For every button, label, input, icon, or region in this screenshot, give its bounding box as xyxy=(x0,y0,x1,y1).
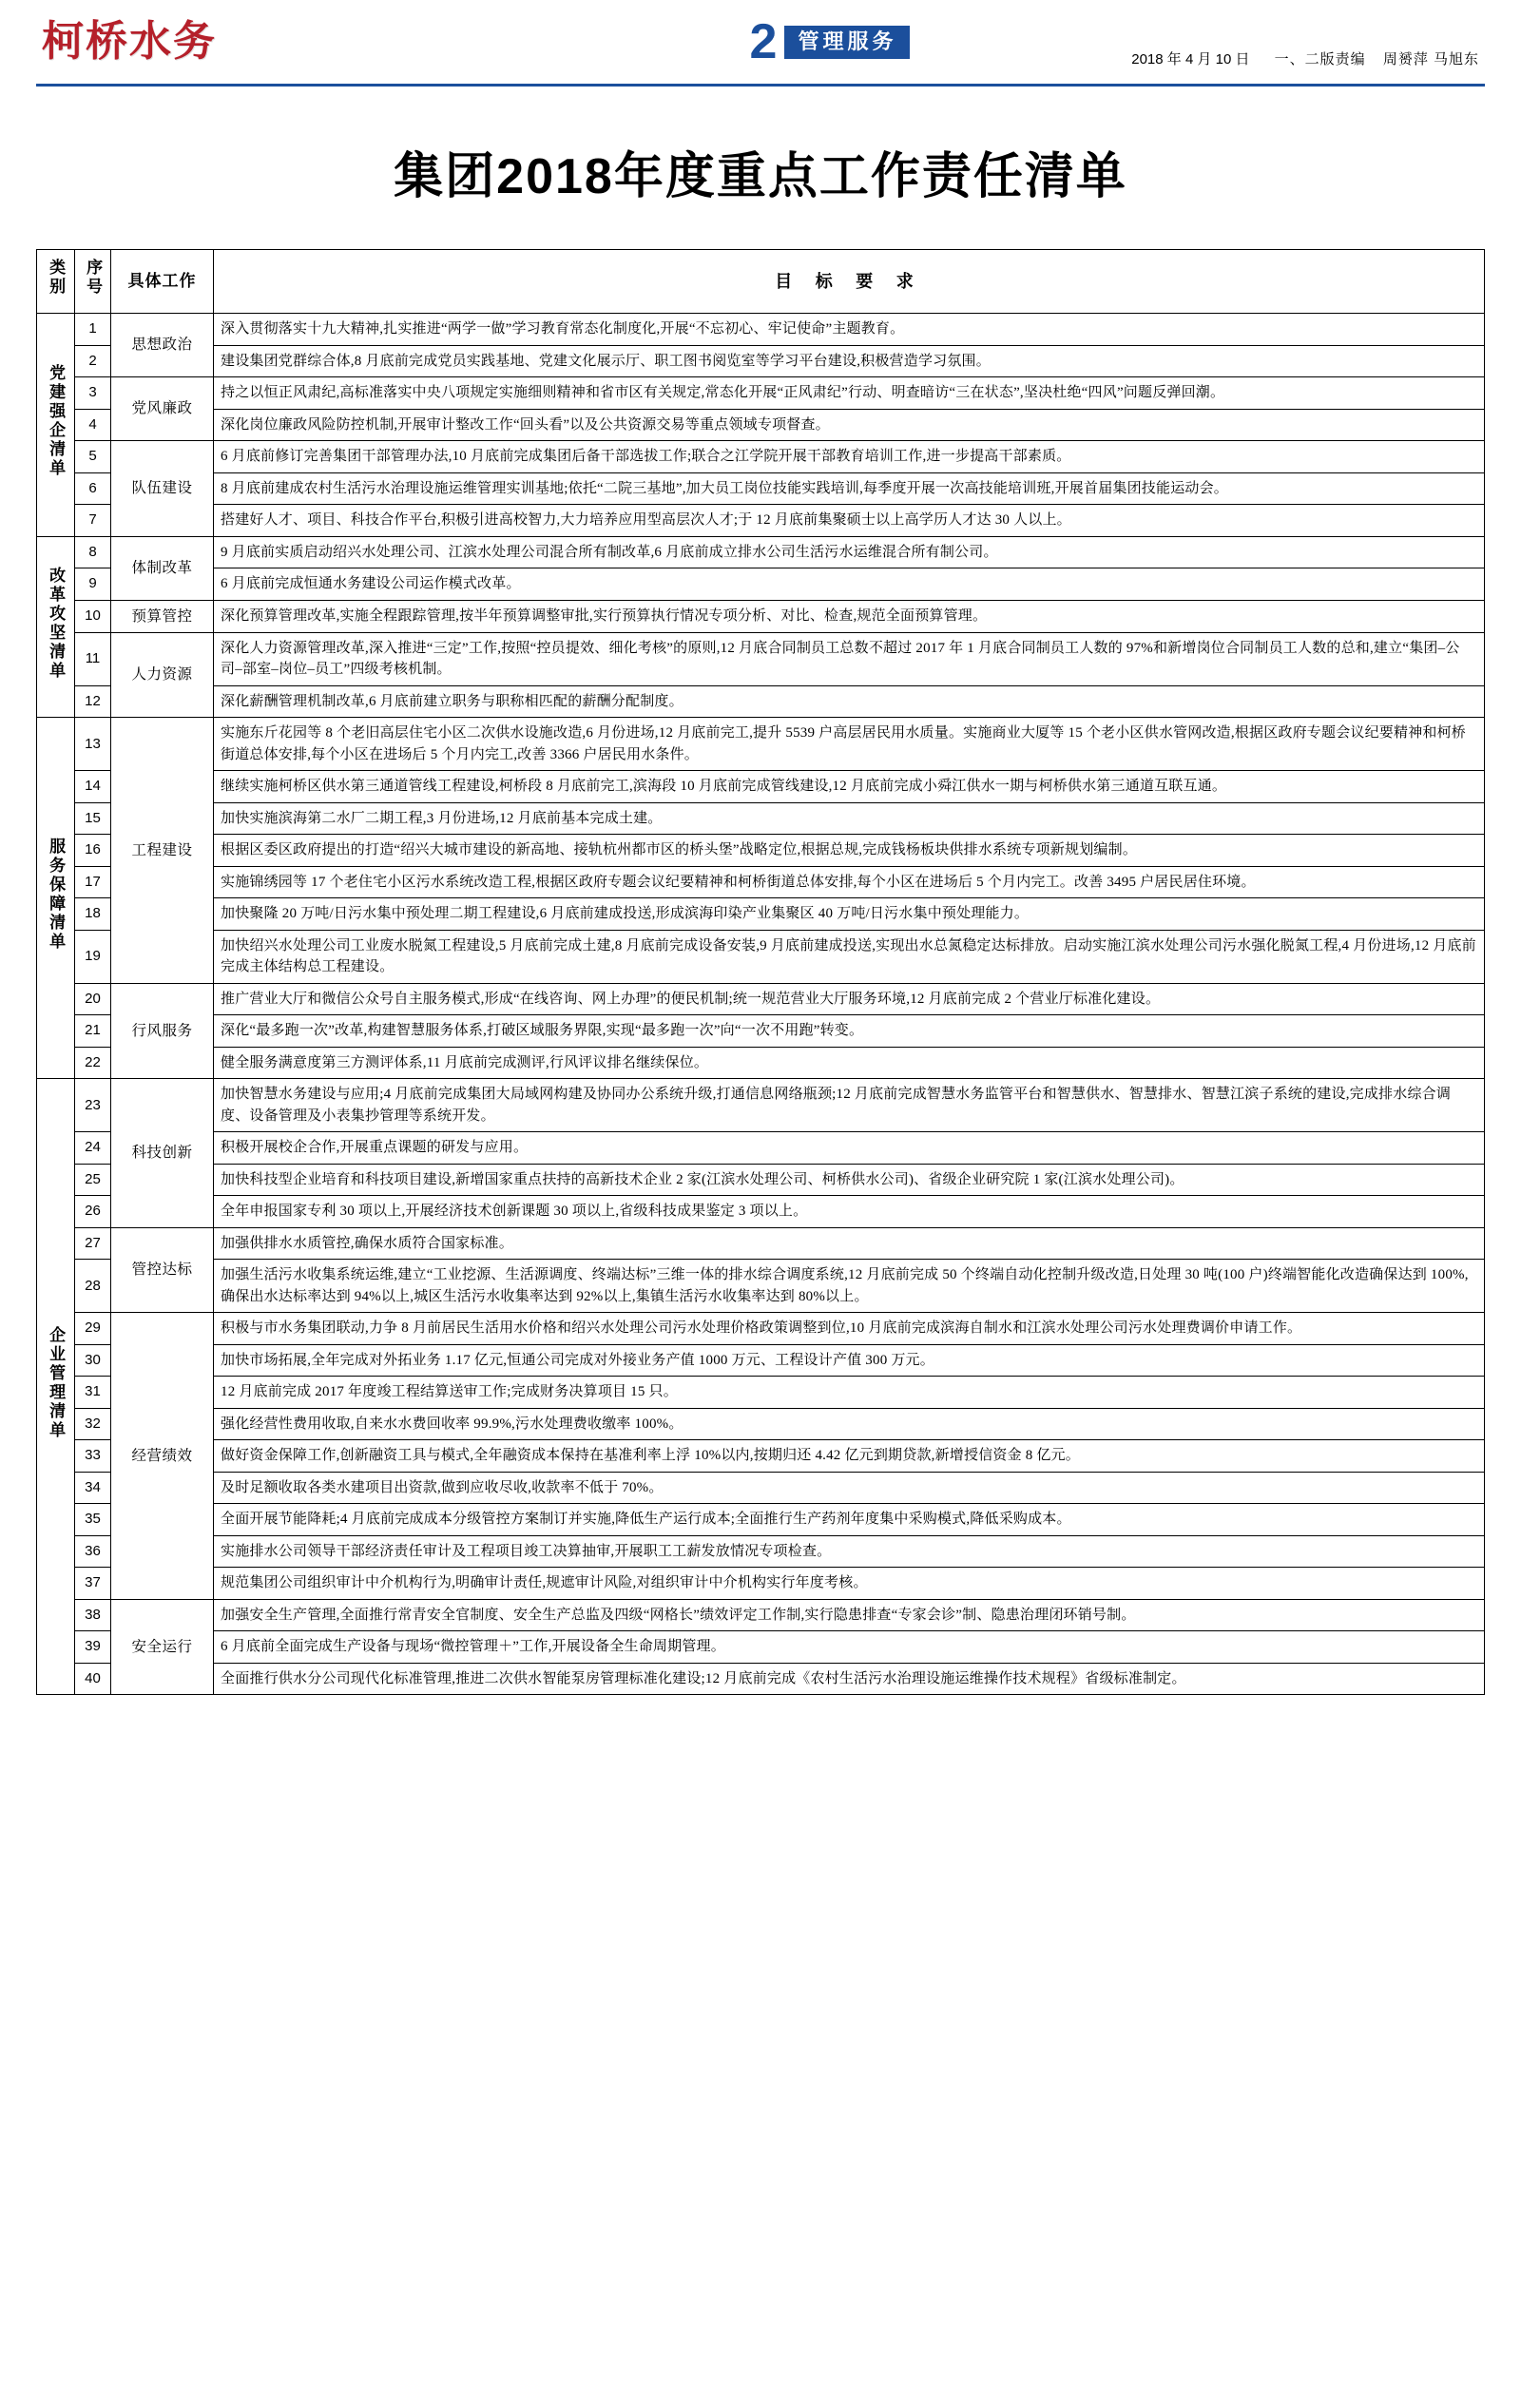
seq-cell: 37 xyxy=(75,1568,111,1600)
table-row xyxy=(37,1227,1485,1260)
goal-cell: 推广营业大厅和微信公众号自主服务模式,形成“在线咨询、网上办理”的便民机制;统一规范营业大厅服务环境,12 月底前完成 2 个营业厅标准化建设。 xyxy=(214,983,1485,1015)
seq-cell: 19 xyxy=(75,930,111,983)
seq-cell: 14 xyxy=(75,771,111,803)
goal-cell: 加强供排水水质管控,确保水质符合国家标准。 xyxy=(214,1227,1485,1260)
table-row xyxy=(37,1196,1485,1228)
page-title: 集团2018年度重点工作责任清单 xyxy=(394,149,1127,204)
goal-cell: 加快聚隆 20 万吨/日污水集中预处理二期工程建设,6 月底前建成投送,形成滨海印染产业集聚区 40 万吨/日污水集中预处理能力。 xyxy=(214,898,1485,931)
table-row xyxy=(37,802,1485,835)
table-row xyxy=(37,771,1485,803)
table-row xyxy=(37,441,1485,473)
work-cell: 工程建设 xyxy=(111,718,214,984)
category-label: 党建强企清单 xyxy=(47,364,66,478)
seq-cell: 5 xyxy=(75,441,111,473)
header-seq xyxy=(75,250,111,314)
goal-cell: 搭建好人才、项目、科技合作平台,积极引进高校智力,大力培养应用型高层次人才;于 12 月底前集聚硕士以上高学历人才达 30 人以上。 xyxy=(214,505,1485,537)
table-row xyxy=(37,1599,1485,1631)
table-row xyxy=(37,409,1485,441)
seq-cell: 35 xyxy=(75,1504,111,1536)
section-badge: 管理服务 xyxy=(784,26,910,59)
table-row xyxy=(37,377,1485,410)
goal-cell: 12 月底前完成 2017 年度竣工程结算送审工作;完成财务决算项目 15 只。 xyxy=(214,1377,1485,1409)
table-row xyxy=(37,1132,1485,1165)
goal-cell: 加快绍兴水处理公司工业废水脱氮工程建设,5 月底前完成土建,8 月底前完成设备安装,9 月底前建成投送,实现出水总氮稳定达标排放。启动实施江滨水处理公司污水强化脱氮工程,4 月份进场,12 月底前完成主体结构总工程建设。 xyxy=(214,930,1485,983)
goal-cell: 加快实施滨海第二水厂二期工程,3 月份进场,12 月底前基本完成土建。 xyxy=(214,802,1485,835)
goal-cell: 实施东斤花园等 8 个老旧高层住宅小区二次供水设施改造,6 月份进场,12 月底前完工,提升 5539 户高层居民用水质量。实施商业大厦等 15 个老小区供水管网改造,根据区政府专题会议纪要精神和柯桥街道总体安排,每个小区在进场后 5 个月内完工,改善 3366 户居民用水条件。 xyxy=(214,718,1485,771)
header-work: 具体工作 xyxy=(111,250,214,314)
seq-cell: 30 xyxy=(75,1344,111,1377)
goal-cell: 建设集团党群综合体,8 月底前完成党员实践基地、党建文化展示厅、职工图书阅览室等学习平台建设,积极营造学习氛围。 xyxy=(214,345,1485,377)
table-row xyxy=(37,1377,1485,1409)
category-cell xyxy=(37,314,75,537)
seq-cell: 29 xyxy=(75,1313,111,1345)
table-row xyxy=(37,472,1485,505)
category-label: 服务保障清单 xyxy=(47,838,66,952)
table-row xyxy=(37,505,1485,537)
seq-cell: 34 xyxy=(75,1472,111,1504)
logo-text: 柯桥水务 xyxy=(42,18,217,65)
goal-cell: 实施排水公司领导干部经济责任审计及工程项目竣工决算抽审,开展职工工薪发放情况专项检查。 xyxy=(214,1535,1485,1568)
seq-cell: 9 xyxy=(75,568,111,601)
table-row xyxy=(37,930,1485,983)
work-cell: 人力资源 xyxy=(111,632,214,718)
work-cell: 思想政治 xyxy=(111,314,214,377)
table-row xyxy=(37,345,1485,377)
table-body xyxy=(37,314,1485,1695)
goal-cell: 实施锦绣园等 17 个老住宅小区污水系统改造工程,根据区政府专题会议纪要精神和柯桥街道总体安排,每个小区在进场后 5 个月内完工。改善 3495 户居民居住环境。 xyxy=(214,866,1485,898)
table-row xyxy=(37,1440,1485,1473)
header-category-label: 类别 xyxy=(47,259,66,298)
category-cell xyxy=(37,718,75,1079)
table-row xyxy=(37,835,1485,867)
category-label: 企业管理清单 xyxy=(47,1326,66,1440)
table-row xyxy=(37,568,1485,601)
goal-cell: 深化人力资源管理改革,深入推进“三定”工作,按照“控员提效、细化考核”的原则,12 月底合同制员工总数不超过 2017 年 1 月底合同制员工人数的 97%和新增岗位合同制员工人数的总和,建立“集团–公司–部室–岗位–员工”四级考核机制。 xyxy=(214,632,1485,685)
seq-cell: 26 xyxy=(75,1196,111,1228)
seq-cell: 25 xyxy=(75,1164,111,1196)
seq-cell: 36 xyxy=(75,1535,111,1568)
table-row xyxy=(37,1260,1485,1313)
goal-cell: 加快市场拓展,全年完成对外拓业务 1.17 亿元,恒通公司完成对外接业务产值 1000 万元、工程设计产值 300 万元。 xyxy=(214,1344,1485,1377)
goal-cell: 6 月底前修订完善集团干部管理办法,10 月底前完成集团后备干部选拔工作;联合之江学院开展干部教育培训工作,进一步提高干部素质。 xyxy=(214,441,1485,473)
editor-names: 周赟萍 马旭东 xyxy=(1382,51,1479,67)
goal-cell: 健全服务满意度第三方测评体系,11 月底前完成测评,行风评议排名继续保位。 xyxy=(214,1047,1485,1079)
work-cell: 党风廉政 xyxy=(111,377,214,441)
work-cell: 经营绩效 xyxy=(111,1313,214,1600)
seq-cell: 20 xyxy=(75,983,111,1015)
work-cell: 行风服务 xyxy=(111,983,214,1079)
seq-cell: 10 xyxy=(75,600,111,632)
table-row xyxy=(37,1047,1485,1079)
table-row xyxy=(37,536,1485,568)
goal-cell: 全面推行供水分公司现代化标准管理,推进二次供水智能泵房管理标准化建设;12 月底前完成《农村生活污水治理设施运维操作技术规程》省级标准制定。 xyxy=(214,1663,1485,1695)
table-row xyxy=(37,1344,1485,1377)
table-row xyxy=(37,718,1485,771)
masthead xyxy=(36,0,1485,87)
goal-cell: 及时足额收取各类水建项目出资款,做到应收尽收,收款率不低于 70%。 xyxy=(214,1472,1485,1504)
table-row xyxy=(37,1164,1485,1196)
goal-cell: 做好资金保障工作,创新融资工具与模式,全年融资成本保持在基准利率上浮 10%以内,按期归还 4.42 亿元到期贷款,新增授信资金 8 亿元。 xyxy=(214,1440,1485,1473)
seq-cell: 31 xyxy=(75,1377,111,1409)
goal-cell: 全面开展节能降耗;4 月底前完成成本分级管控方案制订并实施,降低生产运行成本;全面推行生产药剂年度集中采购模式,降低采购成本。 xyxy=(214,1504,1485,1536)
table-row xyxy=(37,1015,1485,1048)
seq-cell: 4 xyxy=(75,409,111,441)
seq-cell: 27 xyxy=(75,1227,111,1260)
seq-cell: 32 xyxy=(75,1408,111,1440)
table-row xyxy=(37,1504,1485,1536)
goal-cell: 积极开展校企合作,开展重点课题的研发与应用。 xyxy=(214,1132,1485,1165)
table-row xyxy=(37,1631,1485,1664)
table-row xyxy=(37,1408,1485,1440)
goal-cell: 9 月底前实质启动绍兴水处理公司、江滨水处理公司混合所有制改革,6 月底前成立排水公司生活污水运维混合所有制公司。 xyxy=(214,536,1485,568)
goal-cell: 全年申报国家专利 30 项以上,开展经济技术创新课题 30 项以上,省级科技成果鉴定 3 项以上。 xyxy=(214,1196,1485,1228)
table-row xyxy=(37,1313,1485,1345)
seq-cell: 24 xyxy=(75,1132,111,1165)
seq-cell: 6 xyxy=(75,472,111,505)
goal-cell: 加快科技型企业培育和科技项目建设,新增国家重点扶持的高新技术企业 2 家(江滨水处理公司、柯桥供水公司)、省级企业研究院 1 家(江滨水处理公司)。 xyxy=(214,1164,1485,1196)
goal-cell: 深化薪酬管理机制改革,6 月底前建立职务与职称相匹配的薪酬分配制度。 xyxy=(214,685,1485,718)
seq-cell: 13 xyxy=(75,718,111,771)
table-row xyxy=(37,1663,1485,1695)
table-row xyxy=(37,1079,1485,1132)
category-label: 改革攻坚清单 xyxy=(47,566,66,681)
seq-cell: 11 xyxy=(75,632,111,685)
goal-cell: 深化岗位廉政风险防控机制,开展审计整改工作“回头看”以及公共资源交易等重点领域专项督查。 xyxy=(214,409,1485,441)
goal-cell: 加强生活污水收集系统运维,建立“工业挖源、生活源调度、终端达标”三维一体的排水综合调度系统,12 月底前完成 50 个终端自动化控制升级改造,日处理 30 吨(100 户)终端智能化改造确保达到 100%,确保出水达标率达到 94%以上,城区生活污水收集率达到 92%以上,集镇生活污水收集率达到 80%以上。 xyxy=(214,1260,1485,1313)
goal-cell: 持之以恒正风肃纪,高标准落实中央八项规定实施细则精神和省市区有关规定,常态化开展“正风肃纪”行动、明查暗访“三在状态”,坚决杜绝“四风”问题反弹回潮。 xyxy=(214,377,1485,410)
goal-cell: 6 月底前完成恒通水务建设公司运作模式改革。 xyxy=(214,568,1485,601)
goal-cell: 深化“最多跑一次”改革,构建智慧服务体系,打破区域服务界限,实现“最多跑一次”向“一次不用跑”转变。 xyxy=(214,1015,1485,1048)
goal-cell: 深化预算管理改革,实施全程跟踪管理,按半年预算调整审批,实行预算执行情况专项分析、对比、检查,规范全面预算管理。 xyxy=(214,600,1485,632)
seq-cell: 38 xyxy=(75,1599,111,1631)
work-cell: 队伍建设 xyxy=(111,441,214,537)
seq-cell: 21 xyxy=(75,1015,111,1048)
table-header xyxy=(37,250,1485,314)
goal-cell: 规范集团公司组织审计中介机构行为,明确审计责任,规遮审计风险,对组织审计中介机构实行年度考核。 xyxy=(214,1568,1485,1600)
table-row xyxy=(37,314,1485,346)
seq-cell: 8 xyxy=(75,536,111,568)
seq-cell: 39 xyxy=(75,1631,111,1664)
goal-cell: 加强安全生产管理,全面推行常青安全官制度、安全生产总监及四级“网格长”绩效评定工作制,实行隐患排查“专家会诊”制、隐患治理闭环销号制。 xyxy=(214,1599,1485,1631)
seq-cell: 7 xyxy=(75,505,111,537)
table-row xyxy=(37,1535,1485,1568)
seq-cell: 2 xyxy=(75,345,111,377)
category-cell xyxy=(37,1079,75,1695)
seq-cell: 22 xyxy=(75,1047,111,1079)
work-cell: 安全运行 xyxy=(111,1599,214,1695)
responsibility-table xyxy=(36,249,1485,1695)
table-row xyxy=(37,898,1485,931)
work-cell: 管控达标 xyxy=(111,1227,214,1313)
goal-cell: 8 月底前建成农村生活污水治理设施运维管理实训基地;依托“二院三基地”,加大员工岗位技能实践培训,每季度开展一次高技能培训班,开展首届集团技能运动会。 xyxy=(214,472,1485,505)
category-cell xyxy=(37,536,75,718)
header-goal: 目 标 要 求 xyxy=(214,250,1485,314)
table-row xyxy=(37,600,1485,632)
goal-cell: 深入贯彻落实十九大精神,扎实推进“两学一做”学习教育常态化制度化,开展“不忘初心、牢记使命”主题教育。 xyxy=(214,314,1485,346)
table-row xyxy=(37,632,1485,685)
table-row xyxy=(37,866,1485,898)
goal-cell: 6 月底前全面完成生产设备与现场“微控管理＋”工作,开展设备全生命周期管理。 xyxy=(214,1631,1485,1664)
table-row xyxy=(37,1568,1485,1600)
table-header-row xyxy=(37,250,1485,314)
seq-cell: 16 xyxy=(75,835,111,867)
work-cell: 预算管控 xyxy=(111,600,214,632)
goal-cell: 积极与市水务集团联动,力争 8 月前居民生活用水价格和绍兴水处理公司污水处理价格政策调整到位,10 月底前完成滨海自制水和江滨水处理公司污水处理费调价申请工作。 xyxy=(214,1313,1485,1345)
issue-date: 2018 年 4 月 10 日 xyxy=(1131,51,1250,67)
table-row xyxy=(37,1472,1485,1504)
work-cell: 科技创新 xyxy=(111,1079,214,1228)
goal-cell: 强化经营性费用收取,自来水水费回收率 99.9%,污水处理费收缴率 100%。 xyxy=(214,1408,1485,1440)
masthead-meta xyxy=(1131,48,1479,68)
seq-cell: 12 xyxy=(75,685,111,718)
seq-cell: 28 xyxy=(75,1260,111,1313)
editor-label: 一、二版责编 xyxy=(1274,51,1366,67)
work-cell: 体制改革 xyxy=(111,536,214,600)
goal-cell: 加快智慧水务建设与应用;4 月底前完成集团大局域网构建及协同办公系统升级,打通信息网络瓶颈;12 月底前完成智慧水务监管平台和智慧供水、智慧排水、智慧江滨子系统的建设,完成排水综合调度、设备管理及小表集抄管理等系统开发。 xyxy=(214,1079,1485,1132)
header-category xyxy=(37,250,75,314)
seq-cell: 3 xyxy=(75,377,111,410)
seq-cell: 17 xyxy=(75,866,111,898)
seq-cell: 23 xyxy=(75,1079,111,1132)
table-row xyxy=(37,685,1485,718)
goal-cell: 根据区委区政府提出的打造“绍兴大城市建设的新高地、接轨杭州都市区的桥头堡”战略定位,根据总规,完成钱杨板块供排水系统专项新规划编制。 xyxy=(214,835,1485,867)
page-number: 2 xyxy=(749,14,778,69)
seq-cell: 40 xyxy=(75,1663,111,1695)
seq-cell: 18 xyxy=(75,898,111,931)
seq-cell: 15 xyxy=(75,802,111,835)
seq-cell: 1 xyxy=(75,314,111,346)
table-row xyxy=(37,983,1485,1015)
header-seq-label: 序号 xyxy=(84,259,103,298)
seq-cell: 33 xyxy=(75,1440,111,1473)
goal-cell: 继续实施柯桥区供水第三通道管线工程建设,柯桥段 8 月底前完工,滨海段 10 月底前完成管线建设,12 月底前完成小舜江供水一期与柯桥供水第三通道互联互通。 xyxy=(214,771,1485,803)
